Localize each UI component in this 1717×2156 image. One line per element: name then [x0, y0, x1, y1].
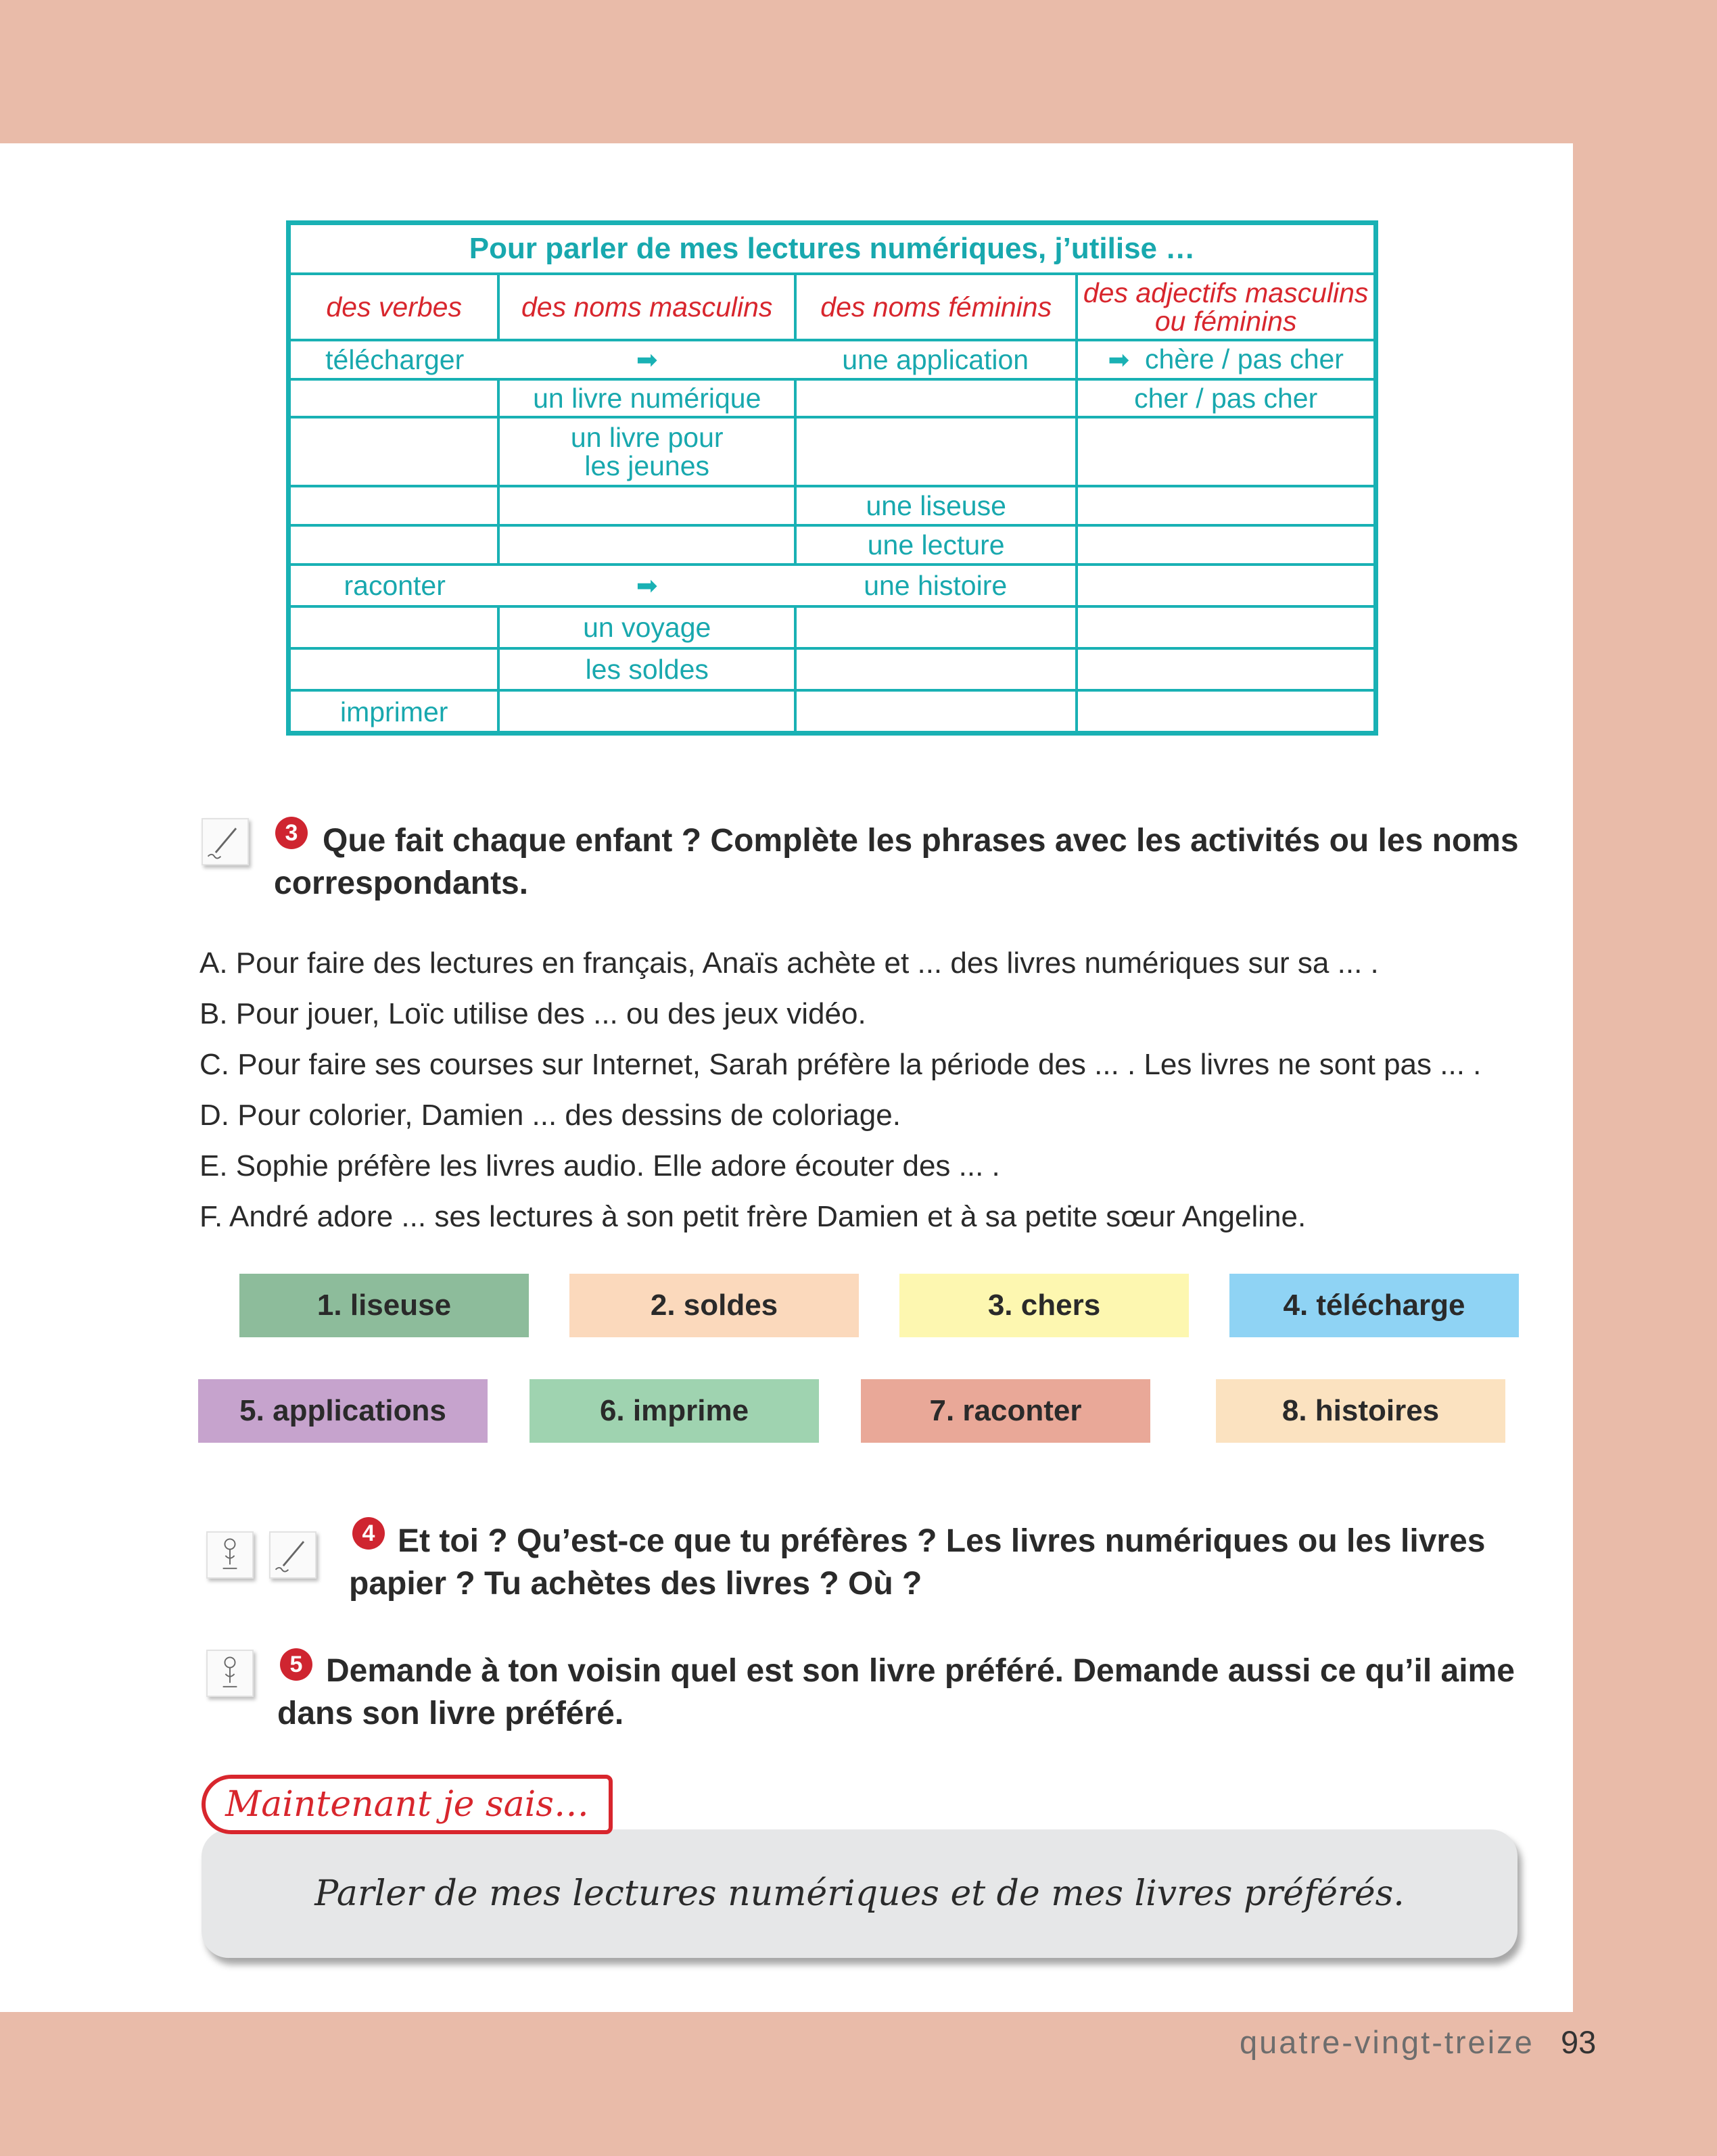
- table-cell: [1077, 417, 1373, 486]
- table-cell: un voyage: [498, 606, 795, 648]
- page-number: 93: [1561, 2024, 1597, 2060]
- col-header-verbs: des verbes: [291, 274, 498, 340]
- sentence-a: A. Pour faire des lectures en français, Anaïs achète et ... des livres numériques sur sa ... .: [199, 947, 1379, 980]
- table-cell: télécharger: [291, 340, 498, 379]
- table-cell: les soldes: [498, 648, 795, 690]
- col-header-adjectives: des adjectifs masculins ou féminins: [1077, 274, 1373, 340]
- word-tile-soldes: 2. soldes: [569, 1274, 859, 1337]
- vocabulary-table: [286, 220, 1378, 736]
- exercise-4-question: Et toi ? Qu’est-ce que tu préfères ? Les livres numériques ou les livres papier ? Tu achètes des livres ? Où ?: [349, 1523, 1486, 1602]
- arrow-right-icon: ➡: [1108, 346, 1130, 375]
- table-title: Pour parler de mes lectures numériques, j’utilise …: [291, 225, 1373, 274]
- table-cell: [498, 565, 795, 606]
- table-cell: raconter: [291, 565, 498, 606]
- pencil-icon: [202, 818, 249, 865]
- exercise-number-badge: 5: [280, 1648, 312, 1681]
- now-i-know-banner: Maintenant je sais…: [202, 1775, 613, 1834]
- table-cell: [291, 417, 498, 486]
- word-tile-liseuse: 1. liseuse: [239, 1274, 529, 1337]
- arrow-right-icon: ➡: [636, 572, 658, 600]
- col-header-fem-nouns: des noms féminins: [795, 274, 1077, 340]
- table-row: [291, 486, 1373, 525]
- table-row: [291, 340, 1373, 379]
- word-tile-histoires: 8. histoires: [1216, 1379, 1505, 1443]
- table-cell: [795, 606, 1077, 648]
- table-cell: [498, 690, 795, 732]
- table-cell: [1077, 648, 1373, 690]
- cell-text: un livre pour les jeunes: [570, 422, 724, 481]
- table-row: [291, 417, 1373, 486]
- table-cell: un livre numérique: [498, 379, 795, 417]
- table-cell: [291, 379, 498, 417]
- speaking-icon: [206, 1650, 254, 1697]
- table-cell: [291, 606, 498, 648]
- table-cell: [291, 648, 498, 690]
- table-row: [291, 379, 1373, 417]
- word-tile-imprime: 6. imprime: [530, 1379, 819, 1443]
- exercise-5-question: Demande à ton voisin quel est son livre préféré. Demande aussi ce qu’il aime dans son livre préféré.: [277, 1653, 1515, 1731]
- sentence-b: B. Pour jouer, Loïc utilise des ... ou des jeux vidéo.: [199, 997, 866, 1030]
- cell-text: chère / pas cher: [1144, 343, 1344, 375]
- table-row: [291, 690, 1373, 732]
- exercise-number-badge: 4: [352, 1517, 385, 1550]
- table-cell: [291, 486, 498, 525]
- sentence-e: E. Sophie préfère les livres audio. Elle adore écouter des ... .: [199, 1149, 1000, 1182]
- word-tile-raconter: 7. raconter: [861, 1379, 1150, 1443]
- arrow-right-icon: ➡: [636, 346, 658, 375]
- word-tile-chers: 3. chers: [899, 1274, 1189, 1337]
- speaking-icon: [206, 1531, 254, 1579]
- table-cell: [1077, 565, 1373, 606]
- sentence-d: D. Pour colorier, Damien ... des dessins de coloriage.: [199, 1099, 901, 1132]
- table-cell: [498, 340, 795, 379]
- table-row: [291, 648, 1373, 690]
- table-cell: [1077, 486, 1373, 525]
- table-cell: [1077, 340, 1373, 379]
- table-cell: [498, 417, 795, 486]
- col-header-masc-nouns: des noms masculins: [498, 274, 795, 340]
- exercise-number-badge: 3: [275, 817, 308, 849]
- table-cell: une histoire: [795, 565, 1077, 606]
- table-cell: [795, 417, 1077, 486]
- word-tile-applications: 5. applications: [198, 1379, 488, 1443]
- table-row: [291, 525, 1373, 565]
- table-cell: [795, 648, 1077, 690]
- table-cell: [498, 525, 795, 565]
- table-cell: une lecture: [795, 525, 1077, 565]
- table-cell: une application: [795, 340, 1077, 379]
- page-number-words: quatre-vingt-treize: [1240, 2024, 1534, 2060]
- sentence-c: C. Pour faire ses courses sur Internet, Sarah préfère la période des ... . Les livres ne sont pas ... .: [199, 1048, 1482, 1081]
- summary-box: Parler de mes lectures numériques et de mes livres préférés.: [202, 1829, 1518, 1958]
- table-cell: cher / pas cher: [1077, 379, 1373, 417]
- table-cell: [1077, 606, 1373, 648]
- table-row: [291, 606, 1373, 648]
- pencil-icon: [269, 1531, 316, 1579]
- table-cell: [1077, 525, 1373, 565]
- table-cell: [498, 486, 795, 525]
- table-cell: [1077, 690, 1373, 732]
- table-cell: [291, 525, 498, 565]
- table-cell: [795, 690, 1077, 732]
- table-cell: [795, 379, 1077, 417]
- sentence-f: F. André adore ... ses lectures à son petit frère Damien et à sa petite sœur Angeline.: [199, 1200, 1307, 1233]
- exercise-3-question: Que fait chaque enfant ? Complète les phrases avec les activités ou les noms correspondants.: [274, 823, 1519, 901]
- word-tile-telecharge: 4. télécharge: [1229, 1274, 1519, 1337]
- table-row: [291, 565, 1373, 606]
- table-cell: une liseuse: [795, 486, 1077, 525]
- table-cell: imprimer: [291, 690, 498, 732]
